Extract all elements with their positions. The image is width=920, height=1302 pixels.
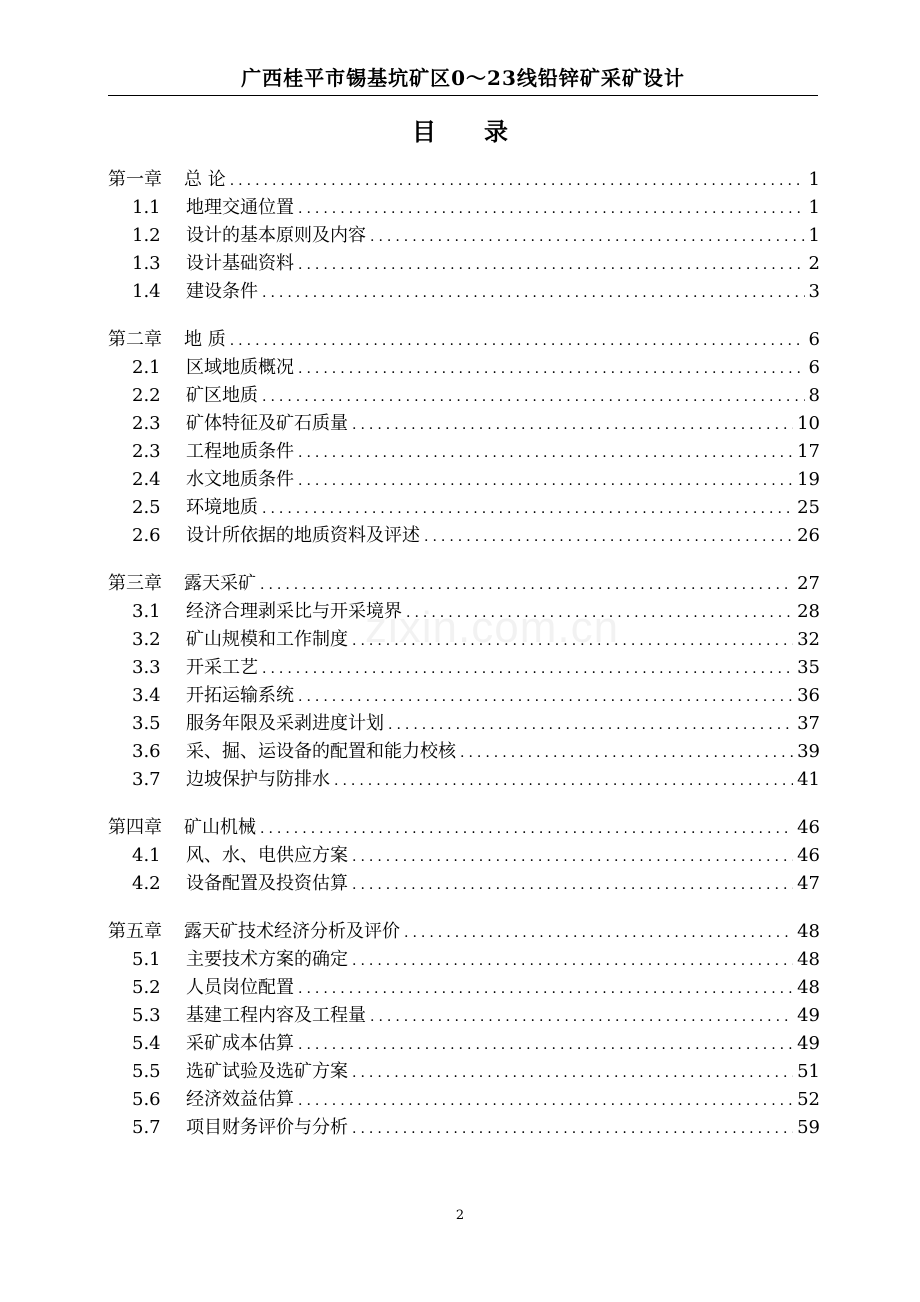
section-page-number: 32 [797,629,820,650]
toc-heading-right: 录 [484,117,508,146]
section-number: 3.6 [132,741,161,762]
toc-chapter-group [108,918,820,1142]
toc-chapter-group [108,326,820,550]
leader-dots [298,1031,793,1059]
chapter-page-number: 27 [797,573,820,594]
section-page-number: 1 [808,197,820,218]
leader-dots [298,195,805,223]
toc-section-entry[interactable] [108,354,820,382]
section-number: 2.2 [132,385,161,406]
section-page-number: 26 [797,525,820,546]
leader-dots [406,599,793,627]
section-title: 设计基础资料 [186,253,294,274]
leader-dots [352,843,793,871]
toc-chapter-entry[interactable] [108,326,820,354]
section-page-number: 52 [797,1089,820,1110]
toc-heading [0,112,920,147]
toc-section-entry[interactable] [108,682,820,710]
toc-section-entry[interactable] [108,1114,820,1142]
section-number: 3.1 [132,601,161,622]
document-header-title: 广西桂平市锡基坑矿区0～23线铅锌矿采矿设计 [241,66,685,90]
chapter-page-number: 6 [808,329,820,350]
toc-chapter-group [108,166,820,306]
section-page-number: 25 [797,497,820,518]
toc-section-entry[interactable] [108,222,820,250]
chapter-title: 矿山机械 [184,817,256,838]
section-title: 开采工艺 [186,657,258,678]
toc-section-entry[interactable] [108,382,820,410]
section-title: 选矿试验及选矿方案 [186,1061,348,1082]
toc-section-entry[interactable] [108,250,820,278]
section-title: 矿山规模和工作制度 [186,629,348,650]
section-page-number: 35 [797,657,820,678]
section-title: 采、掘、运设备的配置和能力校核 [186,741,456,762]
chapter-number: 第一章 [108,169,162,190]
chapter-number: 第四章 [108,817,162,838]
section-page-number: 28 [797,601,820,622]
section-number: 2.4 [132,469,161,490]
toc-chapter-entry[interactable] [108,814,820,842]
section-title: 风、水、电供应方案 [186,845,348,866]
section-title: 环境地质 [186,497,258,518]
toc-section-entry[interactable] [108,870,820,898]
section-title: 主要技术方案的确定 [186,949,348,970]
leader-dots [352,871,793,899]
leader-dots [260,571,793,599]
leader-dots [298,439,793,467]
toc-section-entry[interactable] [108,1002,820,1030]
leader-dots [352,1115,793,1143]
chapter-number: 第五章 [108,921,162,942]
leader-dots [352,411,793,439]
section-title: 设计所依据的地质资料及评述 [186,525,420,546]
section-page-number: 1 [808,225,820,246]
section-number: 2.1 [132,357,161,378]
leader-dots [352,1059,793,1087]
toc-section-entry[interactable] [108,974,820,1002]
chapter-page-number: 46 [797,817,820,838]
toc-section-entry[interactable] [108,278,820,306]
section-number: 5.6 [132,1089,161,1110]
section-title: 矿体特征及矿石质量 [186,413,348,434]
section-number: 2.3 [132,413,161,434]
section-title: 工程地质条件 [186,441,294,462]
section-number: 3.7 [132,769,161,790]
section-number: 5.3 [132,1005,161,1026]
section-page-number: 10 [797,413,820,434]
toc-section-entry[interactable] [108,766,820,794]
toc-chapter-entry[interactable] [108,166,820,194]
section-page-number: 48 [797,949,820,970]
section-number: 2.3 [132,441,161,462]
leader-dots [352,627,793,655]
chapter-title: 地 质 [184,329,226,350]
leader-dots [298,1087,793,1115]
section-title: 设备配置及投资估算 [186,873,348,894]
section-page-number: 41 [797,769,820,790]
section-title: 人员岗位配置 [186,977,294,998]
section-number: 2.5 [132,497,161,518]
section-number: 1.4 [132,281,161,302]
toc-section-entry[interactable] [108,842,820,870]
toc-chapter-entry[interactable] [108,570,820,598]
chapter-title: 露天采矿 [184,573,256,594]
section-page-number: 6 [808,357,820,378]
chapter-title: 总 论 [184,169,226,190]
toc-section-entry[interactable] [108,738,820,766]
chapter-page-number: 1 [808,169,820,190]
table-of-contents [108,166,820,1162]
section-title: 基建工程内容及工程量 [186,1005,366,1026]
section-page-number: 49 [797,1033,820,1054]
toc-section-entry[interactable] [108,466,820,494]
section-number: 3.5 [132,713,161,734]
section-page-number: 48 [797,977,820,998]
chapter-number: 第二章 [108,329,162,350]
toc-section-entry[interactable] [108,710,820,738]
toc-section-entry[interactable] [108,494,820,522]
section-title: 矿区地质 [186,385,258,406]
leader-dots [260,815,793,843]
leader-dots [404,919,793,947]
toc-chapter-group [108,814,820,898]
leader-dots [298,355,805,383]
section-page-number: 51 [797,1061,820,1082]
leader-dots [370,1003,793,1031]
section-number: 4.1 [132,845,161,866]
section-page-number: 8 [808,385,820,406]
section-title: 经济合理剥采比与开采境界 [186,601,402,622]
toc-section-entry[interactable] [108,1086,820,1114]
section-title: 经济效益估算 [186,1089,294,1110]
toc-heading-left: 目 [412,117,436,146]
section-title: 设计的基本原则及内容 [186,225,366,246]
page-number: 2 [455,1208,465,1223]
toc-section-entry[interactable] [108,410,820,438]
toc-section-entry[interactable] [108,1030,820,1058]
header-divider [108,95,818,96]
section-number: 5.2 [132,977,161,998]
section-page-number: 17 [797,441,820,462]
section-number: 2.6 [132,525,161,546]
leader-dots [298,975,793,1003]
toc-chapter-group [108,570,820,794]
section-title: 采矿成本估算 [186,1033,294,1054]
leader-dots [230,167,805,195]
section-number: 5.4 [132,1033,161,1054]
toc-section-entry[interactable] [108,626,820,654]
leader-dots [388,711,793,739]
section-number: 5.7 [132,1117,161,1138]
section-number: 1.2 [132,225,161,246]
leader-dots [460,739,793,767]
leader-dots [298,467,793,495]
section-title: 边坡保护与防排水 [186,769,330,790]
toc-section-entry[interactable] [108,654,820,682]
toc-section-entry[interactable] [108,946,820,974]
chapter-number: 第三章 [108,573,162,594]
section-page-number: 59 [797,1117,820,1138]
leader-dots [262,279,805,307]
leader-dots [230,327,805,355]
section-page-number: 49 [797,1005,820,1026]
toc-section-entry[interactable] [108,438,820,466]
section-title: 项目财务评价与分析 [186,1117,348,1138]
toc-section-entry[interactable] [108,522,820,550]
section-page-number: 19 [797,469,820,490]
leader-dots [334,767,793,795]
leader-dots [352,947,793,975]
chapter-page-number: 48 [797,921,820,942]
section-title: 水文地质条件 [186,469,294,490]
section-title: 服务年限及采剥进度计划 [186,713,384,734]
section-title: 区域地质概况 [186,357,294,378]
section-number: 3.4 [132,685,161,706]
section-page-number: 39 [797,741,820,762]
leader-dots [298,251,805,279]
toc-chapter-entry[interactable] [108,918,820,946]
section-number: 5.1 [132,949,161,970]
section-page-number: 36 [797,685,820,706]
leader-dots [262,495,793,523]
section-number: 5.5 [132,1061,161,1082]
section-number: 3.2 [132,629,161,650]
section-number: 1.1 [132,197,161,218]
watermark: zixin.com.cn [365,603,620,652]
section-title: 开拓运输系统 [186,685,294,706]
chapter-title: 露天矿技术经济分析及评价 [184,921,400,942]
section-title: 建设条件 [186,281,258,302]
section-page-number: 2 [808,253,820,274]
leader-dots [262,383,805,411]
section-page-number: 47 [797,873,820,894]
leader-dots [424,523,793,551]
section-number: 4.2 [132,873,161,894]
section-title: 地理交通位置 [186,197,294,218]
section-page-number: 37 [797,713,820,734]
section-page-number: 3 [808,281,820,302]
toc-section-entry[interactable] [108,1058,820,1086]
toc-section-entry[interactable] [108,194,820,222]
section-page-number: 46 [797,845,820,866]
leader-dots [262,655,793,683]
section-number: 1.3 [132,253,161,274]
leader-dots [370,223,805,251]
toc-section-entry[interactable] [108,598,820,626]
leader-dots [298,683,793,711]
section-number: 3.3 [132,657,161,678]
